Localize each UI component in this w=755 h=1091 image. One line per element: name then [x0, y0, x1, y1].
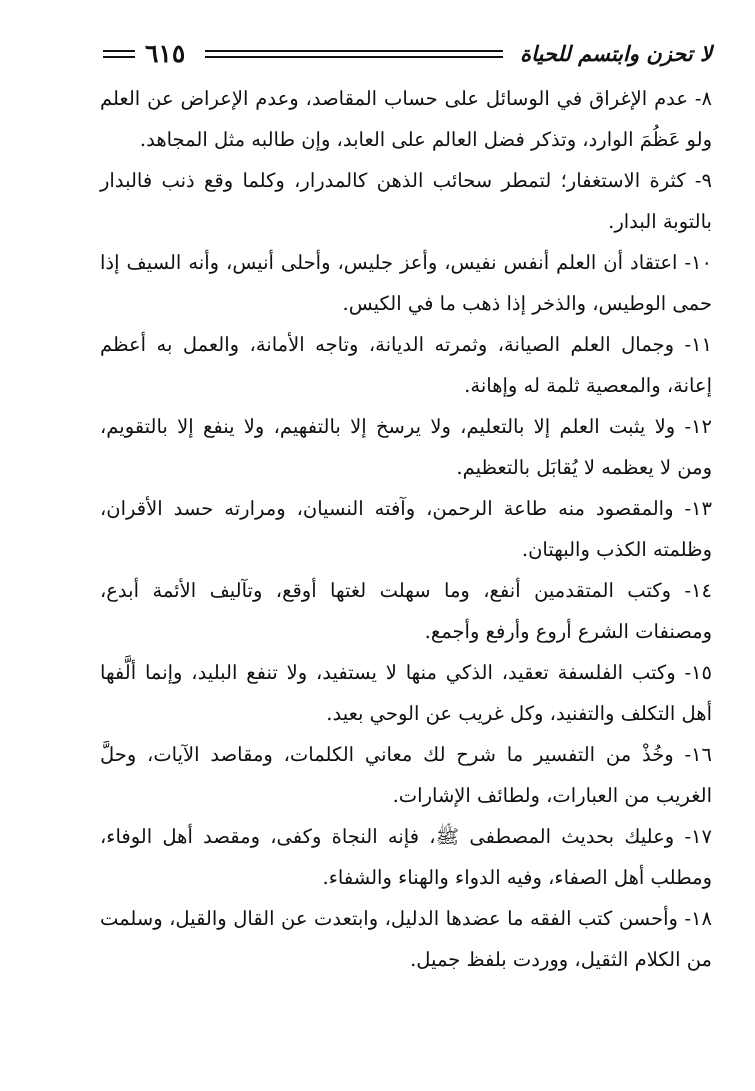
- paragraph: ١٥- وكتب الفلسفة تعقيد، الذكي منها لا يستفيد، ولا تنفع البليد، وإنما ألَّفها أهل التكلف والتفنيد، وكل غريب عن الوحي بعيد.: [100, 661, 712, 725]
- paragraph: ١٦- وخُذْ من التفسير ما شرح لك معاني الكلمات، ومقاصد الآيات، وحلَّ الغريب من العبارات، ولطائف الإشارات.: [100, 743, 712, 807]
- paragraph: ١٠- اعتقاد أن العلم أنفس نفيس، وأعز جليس، وأحلى أنيس، وأنه السيف إذا حمى الوطيس، والذخر إذا ذهب ما في الكيس.: [100, 251, 712, 315]
- running-title: لا تحزن وابتسم للحياة: [520, 41, 712, 66]
- paragraph: ١١- وجمال العلم الصيانة، وثمرته الديانة، وتاجه الأمانة، والعمل به أعظم إعانة، والمعصية ثلمة له وإهانة.: [100, 333, 712, 397]
- paragraph: ٨- عدم الإغراق في الوسائل على حساب المقاصد، وعدم الإعراض عن العلم ولو عَظُمَ الوارد، وتذكر فضل العالم على العابد، وإن طالبه مثل المجاهد.: [100, 87, 712, 151]
- paragraph: ١٧- وعليك بحديث المصطفى ﷺ، فإنه النجاة وكفى، ومقصد أهل الوفاء، ومطلب أهل الصفاء، وفيه الدواء والهناء والشفاء.: [100, 825, 712, 889]
- paragraph: ٩- كثرة الاستغفار؛ لتمطر سحائب الذهن كالمدرار، وكلما وقع ذنب فالبدار بالتوبة البدار.: [100, 169, 712, 233]
- header-rule: [103, 50, 135, 52]
- page-header: [100, 40, 712, 68]
- header-rule: [205, 56, 503, 58]
- paragraph: ١٤- وكتب المتقدمين أنفع، وما سهلت لغتها أوقع، وتآليف الأئمة أبدع، ومصنفات الشرع أروع وأرفع وأجمع.: [100, 579, 712, 643]
- page-body: [100, 78, 712, 980]
- header-rule: [103, 56, 135, 58]
- header-rule: [205, 50, 503, 52]
- paragraph: ١٨- وأحسن كتب الفقه ما عضدها الدليل، وابتعدت عن القال والقيل، وسلمت من الكلام الثقيل، ووردت بلفظ جميل.: [100, 907, 712, 971]
- paragraph: ١٣- والمقصود منه طاعة الرحمن، وآفته النسيان، ومرارته حسد الأقران، وظلمته الكذب والبهتان.: [100, 497, 712, 561]
- page-number: ٦١٥: [145, 39, 186, 68]
- paragraph: ١٢- ولا يثبت العلم إلا بالتعليم، ولا يرسخ إلا بالتفهيم، ولا ينفع إلا بالتقويم، ومن لا يعظمه لا يُقابَل بالتعظيم.: [100, 415, 712, 479]
